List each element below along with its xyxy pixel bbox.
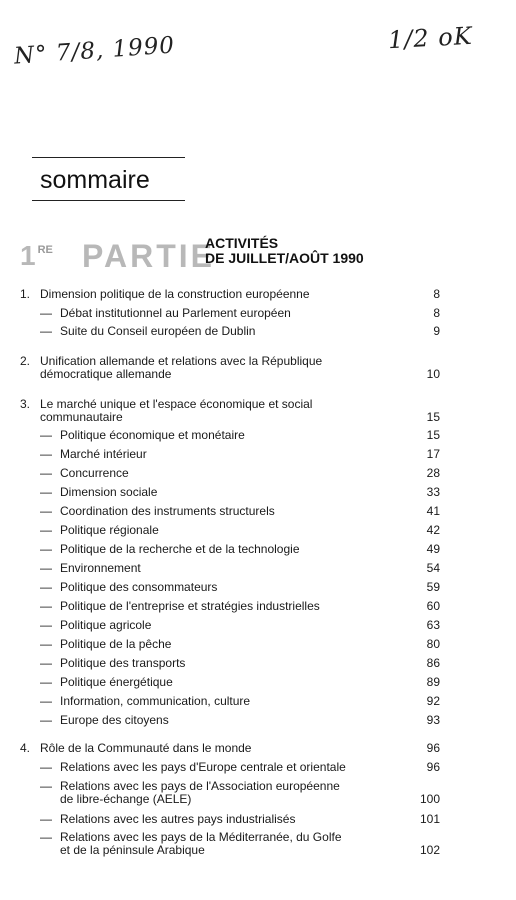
toc-page-number: 92 bbox=[426, 694, 440, 708]
toc-dash: — bbox=[40, 779, 52, 793]
toc-page-number: 60 bbox=[426, 599, 440, 613]
partie-subtitle-line1: ACTIVITÉS bbox=[205, 235, 279, 251]
toc-dash: — bbox=[40, 637, 52, 651]
partie-subtitle-line2: DE JUILLET/AOÛT 1990 bbox=[205, 250, 364, 266]
toc-dash: — bbox=[40, 542, 52, 556]
toc-dash: — bbox=[40, 713, 52, 727]
toc-dash: — bbox=[40, 447, 52, 461]
toc-subentry-text: Coordination des instruments structurels bbox=[60, 504, 275, 518]
toc-dash: — bbox=[40, 830, 52, 844]
toc-dash: — bbox=[40, 324, 52, 338]
partie-number-suffix: RE bbox=[37, 244, 53, 256]
toc-subentry-text: Politique des consommateurs bbox=[60, 580, 218, 594]
toc-entry-text: Dimension politique de la construction européenne bbox=[40, 287, 310, 301]
page-title: sommaire bbox=[40, 166, 150, 194]
toc-subentry-text: Politique régionale bbox=[60, 523, 159, 537]
toc-subentry-text: Information, communication, culture bbox=[60, 694, 251, 708]
toc-subentry-text: Dimension sociale bbox=[60, 485, 158, 499]
toc-subentry-text: Relations avec les pays de l'Association européenne bbox=[60, 779, 340, 793]
toc-section-number: 4. bbox=[20, 741, 31, 755]
toc-page-number: 9 bbox=[433, 324, 440, 338]
toc-subentry-text: Suite du Conseil européen de Dublin bbox=[60, 324, 256, 338]
toc-page-number: 8 bbox=[433, 287, 440, 301]
toc-subentry-text: Marché intérieur bbox=[60, 447, 147, 461]
toc-page-number: 100 bbox=[419, 792, 440, 806]
toc-dash: — bbox=[40, 618, 52, 632]
partie-subtitle bbox=[205, 236, 364, 266]
toc-page-number: 96 bbox=[426, 741, 440, 755]
toc-dash: — bbox=[40, 561, 52, 575]
toc-entry-text: Le marché unique et l'espace économique et social bbox=[40, 397, 313, 411]
toc-page-number: 54 bbox=[426, 561, 440, 575]
toc-dash: — bbox=[40, 760, 52, 774]
toc-dash: — bbox=[40, 466, 52, 480]
toc-subentry-text: Politique des transports bbox=[60, 656, 186, 670]
toc-dash: — bbox=[40, 599, 52, 613]
toc-subentry-text: Relations avec les pays d'Europe centrale et orientale bbox=[60, 760, 346, 774]
partie-number-digit: 1 bbox=[20, 240, 36, 271]
toc-entry-text-continued: démocratique allemande bbox=[40, 367, 172, 381]
handwritten-ok-note: 1/2 oK bbox=[387, 21, 474, 55]
toc-entry-text: Rôle de la Communauté dans le monde bbox=[40, 741, 252, 755]
toc-dash: — bbox=[40, 504, 52, 518]
toc-page-number: 42 bbox=[426, 523, 440, 537]
title-bottom-rule bbox=[32, 200, 185, 201]
toc-subentry-text: Politique de la pêche bbox=[60, 637, 172, 651]
toc-subentry-text: Débat institutionnel au Parlement européen bbox=[60, 306, 291, 320]
toc-subentry-text: Politique agricole bbox=[60, 618, 152, 632]
toc-subentry-text: Politique de la recherche et de la technologie bbox=[60, 542, 300, 556]
toc-entry-text-continued: communautaire bbox=[40, 410, 123, 424]
toc-dash: — bbox=[40, 428, 52, 442]
toc-page-number: 15 bbox=[426, 410, 440, 424]
partie-word: PARTIE bbox=[82, 238, 215, 274]
toc-subentry-text: Politique énergétique bbox=[60, 675, 173, 689]
toc-page-number: 33 bbox=[426, 485, 440, 499]
title-top-rule bbox=[32, 157, 185, 158]
toc-section-number: 1. bbox=[20, 287, 31, 301]
toc-entry-text-continued: et de la péninsule Arabique bbox=[60, 843, 205, 857]
toc-page-number: 80 bbox=[426, 637, 440, 651]
toc-page-number: 63 bbox=[426, 618, 440, 632]
toc-subentry-text: Environnement bbox=[60, 561, 141, 575]
toc-dash: — bbox=[40, 675, 52, 689]
toc-page-number: 10 bbox=[426, 367, 440, 381]
toc-page-number: 89 bbox=[426, 675, 440, 689]
toc-page-number: 8 bbox=[433, 306, 440, 320]
toc-page-number: 93 bbox=[426, 713, 440, 727]
toc-subentry-text: Politique de l'entreprise et stratégies industrielles bbox=[60, 599, 320, 613]
toc-dash: — bbox=[40, 306, 52, 320]
toc-page-number: 59 bbox=[426, 580, 440, 594]
toc-page-number: 49 bbox=[426, 542, 440, 556]
toc-dash: — bbox=[40, 523, 52, 537]
toc-page-number: 96 bbox=[426, 760, 440, 774]
toc-subentry-text: Europe des citoyens bbox=[60, 713, 169, 727]
toc-dash: — bbox=[40, 694, 52, 708]
toc-subentry-text: Relations avec les autres pays industrialisés bbox=[60, 812, 296, 826]
toc-page-number: 101 bbox=[419, 812, 440, 826]
toc-page-number: 41 bbox=[426, 504, 440, 518]
toc-section-number: 2. bbox=[20, 354, 31, 368]
handwritten-issue-note: N° 7/8, 1990 bbox=[13, 32, 176, 70]
toc-section-number: 3. bbox=[20, 397, 31, 411]
toc-page-number: 86 bbox=[426, 656, 440, 670]
toc-subentry-text: Politique économique et monétaire bbox=[60, 428, 245, 442]
toc-subentry-text: Concurrence bbox=[60, 466, 129, 480]
toc-page-number: 28 bbox=[426, 466, 440, 480]
toc-entry-text: Unification allemande et relations avec la République bbox=[40, 354, 323, 368]
toc-page-number: 102 bbox=[419, 843, 440, 857]
toc-subentry-text: Relations avec les pays de la Méditerranée, du Golfe bbox=[60, 830, 342, 844]
toc-dash: — bbox=[40, 485, 52, 499]
partie-number bbox=[20, 240, 53, 272]
toc-dash: — bbox=[40, 812, 52, 826]
toc-page-number: 15 bbox=[426, 428, 440, 442]
toc-dash: — bbox=[40, 656, 52, 670]
toc-page-number: 17 bbox=[426, 447, 440, 461]
toc-entry-text-continued: de libre-échange (AELE) bbox=[60, 792, 192, 806]
toc-dash: — bbox=[40, 580, 52, 594]
